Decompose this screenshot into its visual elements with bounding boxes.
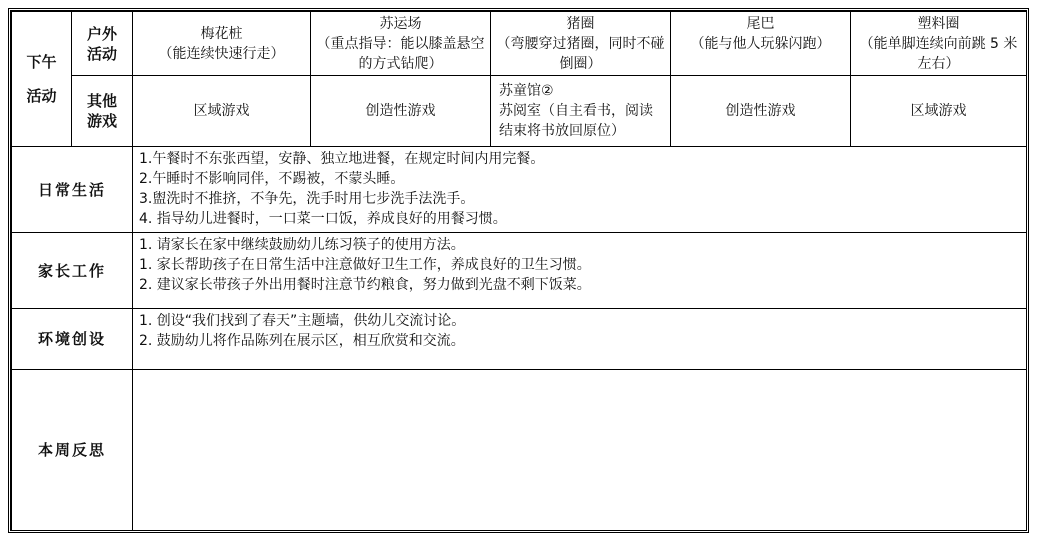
outdoor-name: 梅花桩 [200, 25, 243, 42]
environment-label: 环境创设 [12, 309, 133, 370]
outdoor-row [12, 12, 1027, 76]
other-games-label: 其他 游戏 [72, 76, 133, 147]
daily-item: 3.盥洗时不推挤，不争先，洗手时用七步洗手法洗手。 [139, 191, 475, 207]
other-cell-3: 苏童馆② 苏阅室（自主看书，阅读结束将书放回原位） [491, 76, 671, 147]
outdoor-cell-5 [851, 12, 1027, 76]
outdoor-cell-3 [491, 12, 671, 76]
parents-work-content [133, 233, 1027, 309]
environment-content [133, 309, 1027, 370]
outdoor-name: 猪圈 [566, 15, 595, 32]
outdoor-cell-4 [671, 12, 851, 76]
afternoon-label-line1: 下午 [26, 53, 57, 71]
outdoor-label: 户外 活动 [72, 12, 133, 76]
parents-item: 1. 家长帮助孩子在日常生活中注意做好卫生工作，养成良好的卫生习惯。 [139, 257, 591, 273]
weekly-plan-table [11, 11, 1027, 531]
daily-life-content [133, 147, 1027, 233]
outdoor-note: （重点指导：能以膝盖悬空的方式钻爬） [316, 35, 485, 72]
parents-item: 2. 建议家长带孩子外出用餐时注意节约粮食，努力做到光盘不剩下饭菜。 [139, 277, 591, 293]
outdoor-cell-2 [311, 12, 491, 76]
other-cell-1: 区域游戏 [133, 76, 311, 147]
parents-work-label: 家长工作 [12, 233, 133, 309]
reflection-content[interactable] [133, 370, 1027, 531]
outdoor-name: 尾巴 [746, 16, 775, 32]
daily-life-row [12, 147, 1027, 233]
parents-item: 1. 请家长在家中继续鼓励幼儿练习筷子的使用方法。 [139, 237, 465, 253]
outdoor-note: （弯腰穿过猪圈，同时不碰倒圈） [496, 35, 665, 72]
afternoon-label-line2: 活动 [26, 87, 57, 105]
other-games-row [12, 76, 1027, 147]
reflection-label: 本周反思 [12, 370, 133, 531]
daily-item: 4. 指导幼儿进餐时，一口菜一口饭，养成良好的用餐习惯。 [139, 211, 507, 227]
parents-row [12, 233, 1027, 309]
other-cell-5: 区域游戏 [851, 76, 1027, 147]
environment-item: 1. 创设“我们找到了春天”主题墙，供幼儿交流讨论。 [139, 313, 466, 329]
daily-item: 1.午餐时不东张西望，安静、独立地进餐，在规定时间内用完餐。 [139, 151, 545, 167]
daily-item: 2.午睡时不影响同伴，不踢被，不蒙头睡。 [139, 171, 405, 187]
outdoor-cell-1 [133, 12, 311, 76]
reflection-row [12, 370, 1027, 531]
outdoor-name: 塑料圈 [917, 15, 960, 32]
outdoor-note: （能连续快速行走） [158, 45, 285, 62]
outdoor-note: （能单脚连续向前跳 5 米左右） [859, 35, 1018, 72]
environment-item: 2. 鼓励幼儿将作品陈列在展示区，相互欣赏和交流。 [139, 333, 465, 349]
outdoor-name: 苏运场 [379, 15, 422, 32]
outdoor-note: （能与他人玩躲闪跑） [690, 36, 831, 52]
afternoon-activity-label [12, 12, 72, 147]
daily-life-label: 日常生活 [12, 147, 133, 233]
environment-row [12, 309, 1027, 370]
other-cell-2: 创造性游戏 [311, 76, 491, 147]
other-cell-4: 创造性游戏 [671, 76, 851, 147]
